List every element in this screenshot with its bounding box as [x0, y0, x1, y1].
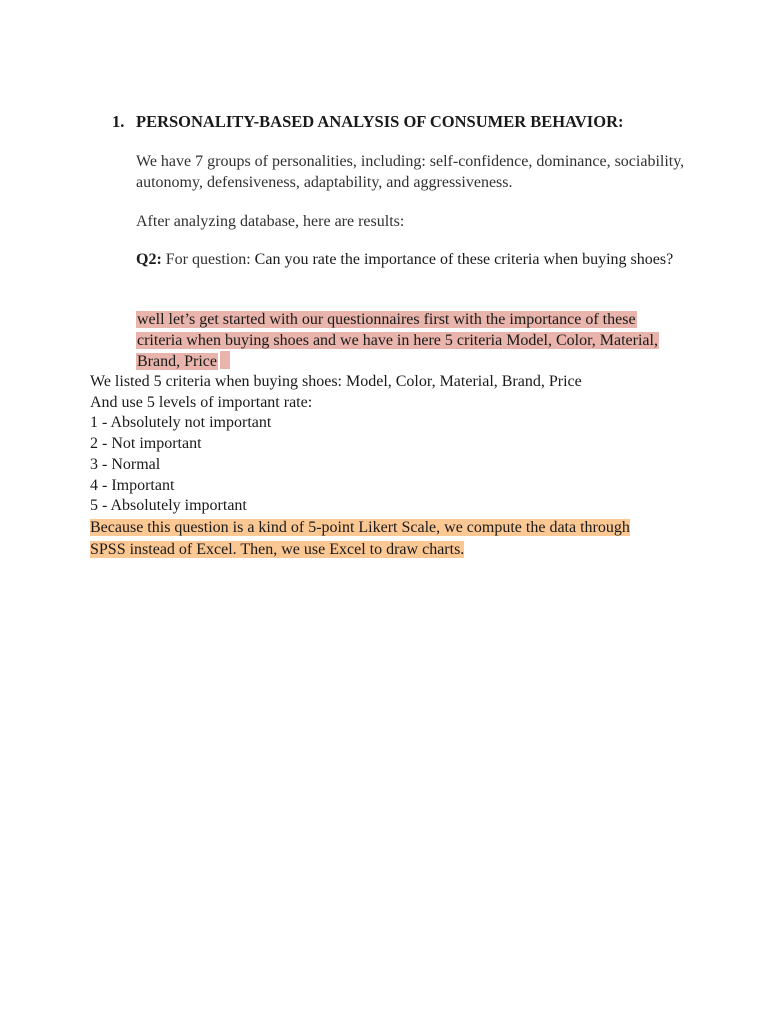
level-item: 4 - Important: [90, 476, 175, 494]
analysis-intro-paragraph: After analyzing database, here are results:: [136, 213, 405, 230]
likert-highlight-text: Because this question is a kind of 5-point Likert Scale, we compute the data through SPSS instead of Excel. Then, we use Excel to draw charts.: [90, 519, 630, 558]
text-cursor-marker: [220, 351, 230, 369]
transcript-highlight-block: [136, 309, 676, 372]
criteria-intro: We listed 5 criteria when buying shoes: Model, Color, Material, Brand, Price: [90, 373, 582, 390]
transcript-highlight-text: well let’s get started with our questionnaires first with the importance of these criteria when buying shoes and we have in here 5 criteria Model, Color, Material, Brand, Price: [137, 311, 658, 370]
criteria-block: [90, 372, 710, 517]
section-title: PERSONALITY-BASED ANALYSIS OF CONSUMER BEHAVIOR:: [136, 112, 624, 131]
level-item: 5 - Absolutely important: [90, 497, 247, 515]
level-item: 2 - Not important: [90, 435, 202, 453]
level-item: 3 - Normal: [90, 455, 161, 473]
likert-highlight-block: [90, 517, 650, 560]
level-item: 1 - Absolutely not important: [90, 414, 272, 432]
section-heading: [112, 112, 623, 132]
personality-groups-paragraph: We have 7 groups of personalities, including: self-confidence, dominance, sociability, autonomy, defensiveness, adaptability, and aggressiveness.: [136, 153, 685, 191]
levels-intro: And use 5 levels of important rate:: [90, 393, 313, 411]
section-number: 1.: [112, 112, 125, 131]
question-lead: For question:: [161, 251, 255, 268]
question-text: Can you rate the importance of these criteria when buying shoes?: [254, 251, 674, 268]
question-paragraph: [136, 249, 696, 270]
question-label: Q2:: [136, 251, 162, 268]
